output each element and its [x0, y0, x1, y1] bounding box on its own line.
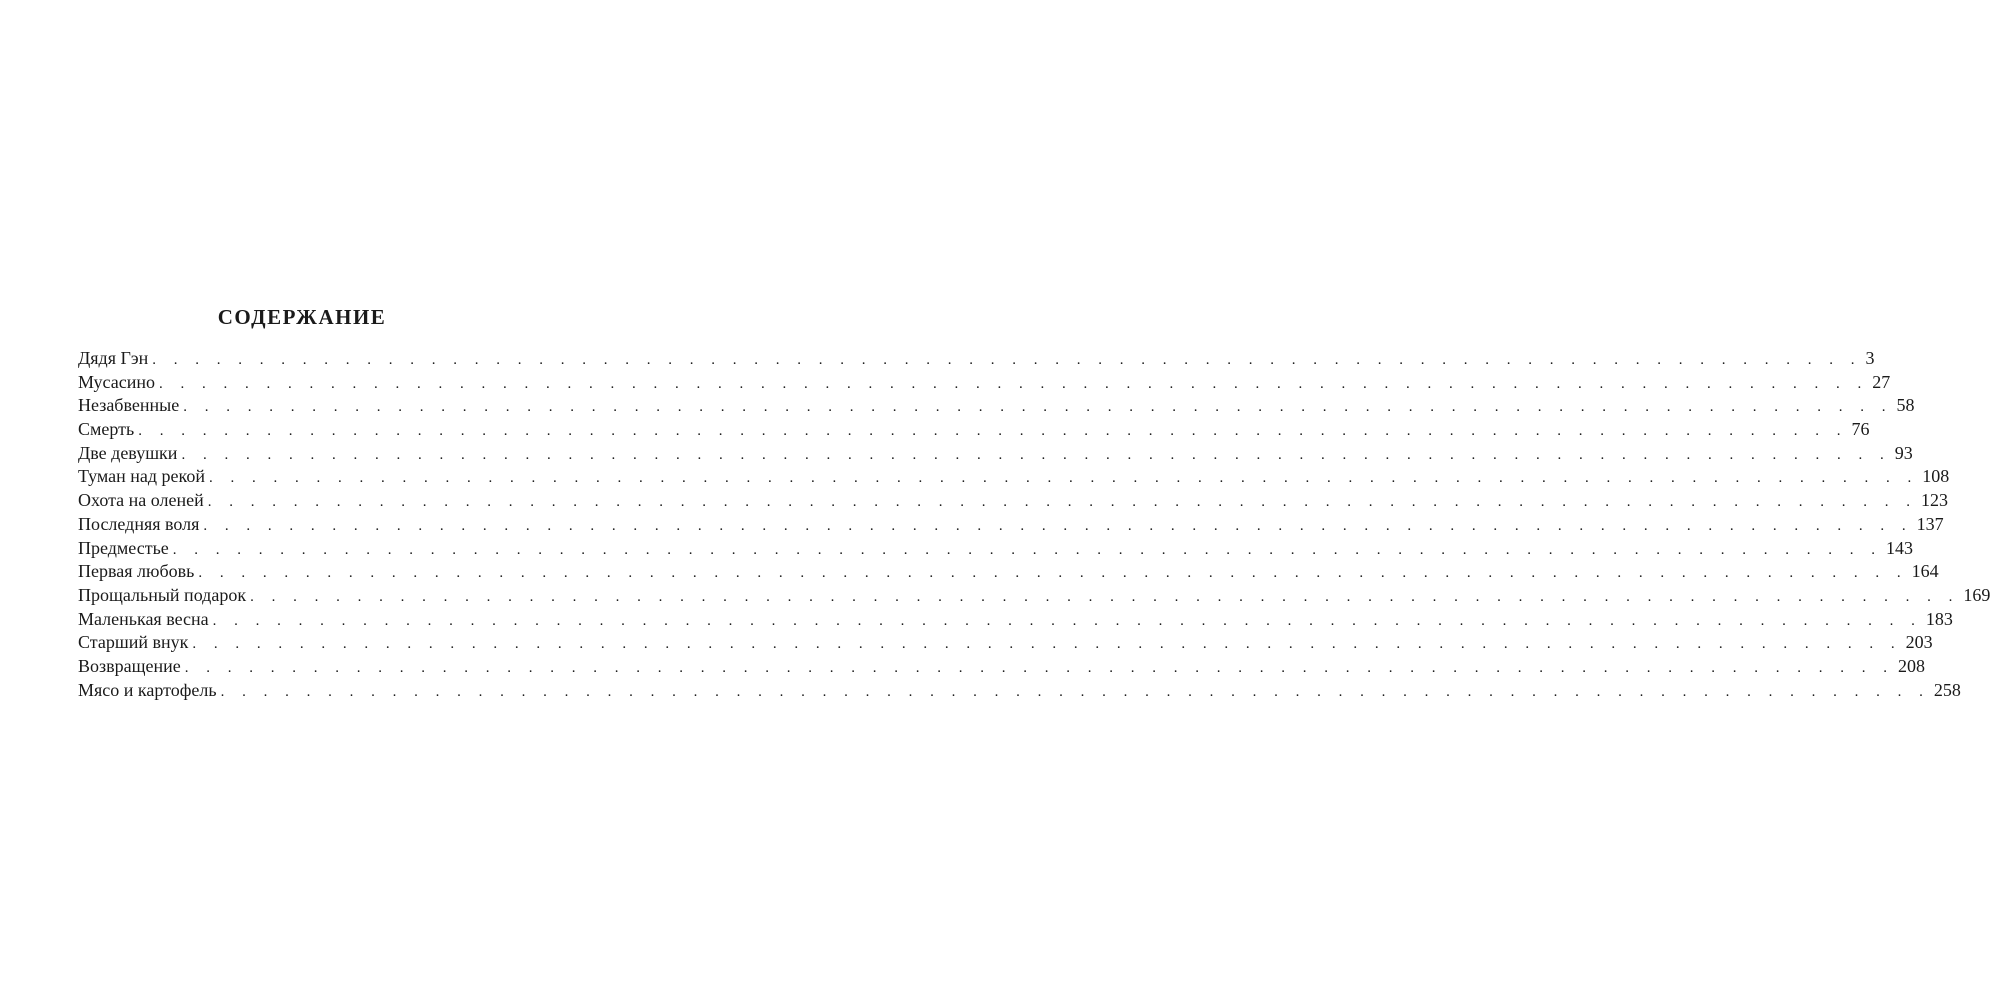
dot-leader: . . . . . . . . . . . . . . . . . . . . . . . . . . . . . . . . . . . . . . . . . . . . . . . . . . . . . . . . . . . . . . . . . . . . . . . . . . . . . . . . — [198, 565, 1908, 582]
table-of-contents — [78, 347, 1990, 702]
toc-entry — [78, 513, 1944, 537]
toc-entry-page-number: 183 — [1925, 608, 1953, 629]
toc-entry-title: Туман над рекой — [78, 466, 205, 487]
toc-entry — [78, 442, 1913, 466]
toc-entry — [78, 489, 1949, 513]
toc-entry-page-number: 258 — [1933, 679, 1961, 700]
dot-leader: . . . . . . . . . . . . . . . . . . . . . . . . . . . . . . . . . . . . . . . . . . . . . . . . . . . . . . . . . . . . . . . . . . . . . . . . . . . . . . . . — [203, 517, 1913, 534]
toc-entry-title: Возвращение — [78, 655, 181, 676]
dot-leader: . . . . . . . . . . . . . . . . . . . . . . . . . . . . . . . . . . . . . . . . . . . . . . . . . . . . . . . . . . . . . . . . . . . . . . . . . . . . . . . . — [192, 636, 1902, 653]
toc-entry-title: Первая любовь — [78, 561, 195, 582]
toc-entry-title: Незабвенные — [78, 395, 180, 416]
toc-entry-title: Две девушки — [78, 442, 178, 463]
toc-entry-title: Предместье — [78, 537, 169, 558]
toc-entry-page-number: 76 — [1851, 419, 1870, 440]
toc-entry-page-number: 93 — [1894, 442, 1913, 463]
toc-entry-page-number: 137 — [1916, 513, 1944, 534]
dot-leader: . . . . . . . . . . . . . . . . . . . . . . . . . . . . . . . . . . . . . . . . . . . . . . . . . . . . . . . . . . . . . . . . . . . . . . . . . . . . . . . . — [208, 470, 1919, 487]
toc-entry-page-number: 108 — [1922, 466, 1950, 487]
dot-leader: . . . . . . . . . . . . . . . . . . . . . . . . . . . . . . . . . . . . . . . . . . . . . . . . . . . . . . . . . . . . . . . . . . . . . . . . . . . . . . . . — [138, 423, 1848, 440]
dot-leader: . . . . . . . . . . . . . . . . . . . . . . . . . . . . . . . . . . . . . . . . . . . . . . . . . . . . . . . . . . . . . . . . . . . . . . . . . . . . . . . . — [172, 541, 1883, 558]
toc-entry-title: Мусасино — [78, 371, 156, 392]
toc-entry — [78, 584, 1990, 608]
toc-entry-title: Дядя Гэн — [78, 348, 149, 368]
dot-leader: . . . . . . . . . . . . . . . . . . . . . . . . . . . . . . . . . . . . . . . . . . . . . . . . . . . . . . . . . . . . . . . . . . . . . . . . . . . . . . . . — [159, 375, 1869, 392]
toc-entry — [78, 418, 1870, 442]
toc-entry — [78, 347, 1875, 371]
toc-entry-page-number: 169 — [1963, 584, 1990, 605]
toc-entry — [78, 631, 1933, 655]
toc-entry-page-number: 123 — [1921, 490, 1949, 511]
toc-entry-title: Смерть — [78, 419, 135, 440]
toc-entry-page-number: 208 — [1897, 655, 1925, 676]
toc-entry — [78, 465, 1950, 489]
dot-leader: . . . . . . . . . . . . . . . . . . . . . . . . . . . . . . . . . . . . . . . . . . . . . . . . . . . . . . . . . . . . . . . . . . . . . . . . . . . . . . . . — [181, 446, 1891, 463]
dot-leader: . . . . . . . . . . . . . . . . . . . . . . . . . . . . . . . . . . . . . . . . . . . . . . . . . . . . . . . . . . . . . . . . . . . . . . . . . . . . . . . . — [183, 399, 1893, 416]
toc-entry-page-number: 3 — [1865, 348, 1875, 368]
toc-entry-title: Старший внук — [78, 632, 189, 653]
dot-leader: . . . . . . . . . . . . . . . . . . . . . . . . . . . . . . . . . . . . . . . . . . . . . . . . . . . . . . . . . . . . . . . . . . . . . . . . . . . . . . . . — [152, 352, 1862, 368]
toc-entry-page-number: 203 — [1905, 632, 1933, 653]
toc-entry — [78, 537, 1914, 561]
toc-entry-title: Прощальный подарок — [78, 584, 247, 605]
toc-entry — [78, 608, 1953, 632]
toc-entry-title: Маленькая весна — [78, 608, 209, 629]
toc-entry — [78, 394, 1915, 418]
page-title: СОДЕРЖАНИЕ — [217, 305, 387, 329]
toc-entry — [78, 560, 1939, 584]
dot-leader: . . . . . . . . . . . . . . . . . . . . . . . . . . . . . . . . . . . . . . . . . . . . . . . . . . . . . . . . . . . . . . . . . . . . . . . . . . . . . . . . — [184, 659, 1894, 676]
toc-entry — [78, 679, 1961, 703]
toc-entry-page-number: 27 — [1872, 371, 1891, 392]
toc-entry-page-number: 164 — [1911, 561, 1939, 582]
toc-entry — [78, 655, 1925, 679]
toc-entry-title: Охота на оленей — [78, 490, 204, 511]
toc-entry — [78, 371, 1891, 395]
dot-leader: . . . . . . . . . . . . . . . . . . . . . . . . . . . . . . . . . . . . . . . . . . . . . . . . . . . . . . . . . . . . . . . . . . . . . . . . . . . . . . . . — [250, 588, 1960, 605]
toc-entry-page-number: 58 — [1896, 395, 1915, 416]
toc-entry-title: Последняя воля — [78, 513, 200, 534]
dot-leader: . . . . . . . . . . . . . . . . . . . . . . . . . . . . . . . . . . . . . . . . . . . . . . . . . . . . . . . . . . . . . . . . . . . . . . . . . . . . . . . . — [207, 494, 1918, 511]
dot-leader: . . . . . . . . . . . . . . . . . . . . . . . . . . . . . . . . . . . . . . . . . . . . . . . . . . . . . . . . . . . . . . . . . . . . . . . . . . . . . . . . — [220, 683, 1930, 700]
toc-entry-page-number: 143 — [1886, 537, 1914, 558]
dot-leader: . . . . . . . . . . . . . . . . . . . . . . . . . . . . . . . . . . . . . . . . . . . . . . . . . . . . . . . . . . . . . . . . . . . . . . . . . . . . . . . . — [212, 612, 1922, 629]
toc-entry-title: Мясо и картофель — [78, 679, 217, 700]
